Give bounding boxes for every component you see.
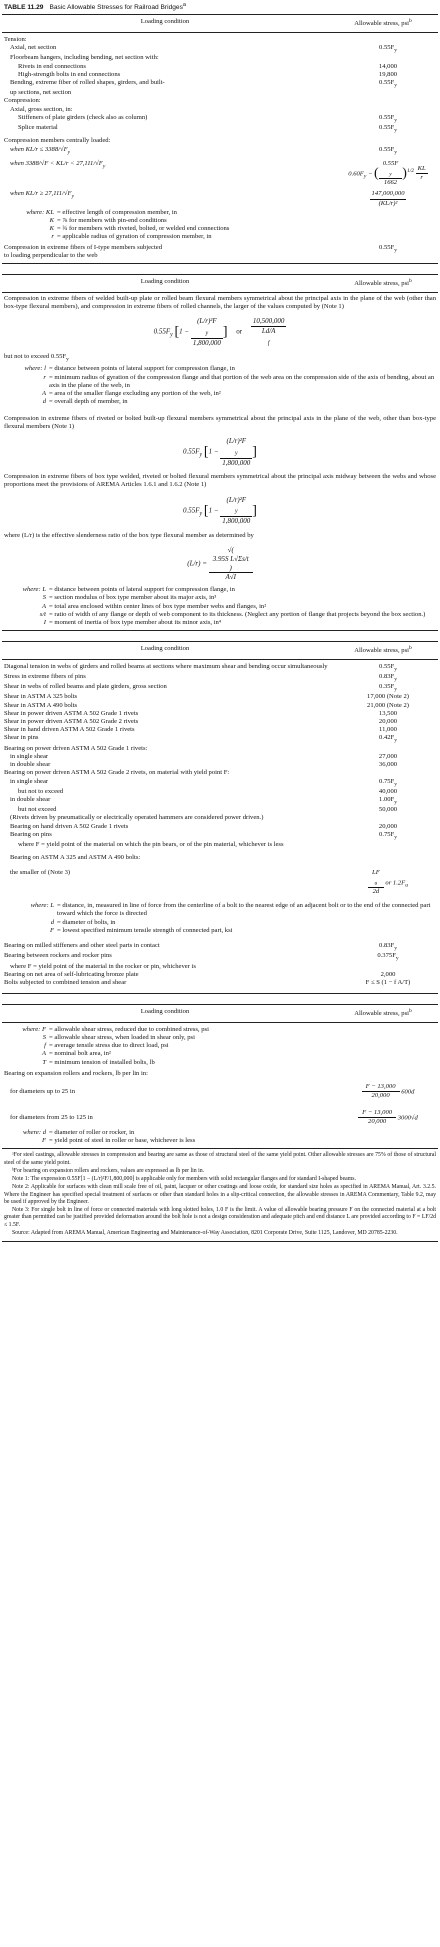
definition-symbol: d xyxy=(50,918,54,926)
definition-item xyxy=(12,927,438,935)
table-row xyxy=(2,710,438,718)
row-condition: Bearing on hand driven A 502 Grade 1 rivets xyxy=(10,822,129,830)
row-condition: Shear in hand driven ASTM A 502 Grade 1 rivets xyxy=(4,726,135,734)
row-value: $0.83F_y$ xyxy=(379,942,397,952)
row-value: 21,000 (Note 2) xyxy=(367,701,409,709)
definition-text: = minimum radius of gyration of the compression flange and that portion of the web area on the compression side of the axis of bending, about an axis in the plane of the web, in xyxy=(49,373,435,389)
table-row xyxy=(2,971,438,979)
definition-item xyxy=(4,1137,438,1145)
definition-symbol: where: F xyxy=(22,1025,46,1033)
definition-symbol: K xyxy=(49,225,54,233)
definitions-5 xyxy=(2,1023,438,1067)
table-row xyxy=(2,734,438,744)
footnote: Note 2: Applicable for surfaces with clean mill scale free of oil, paint, lacquer or other coatings and loose oxide, for standard size holes as specified in AREMA Manual, Art. 3.2.5. Where the Engineer has specified special treatment of surfaces or other than standard holes in a slip-critical connection, the allowable stresses in AREMA Commentary, Table 9.2, may be used if approved by the Engineer. xyxy=(4,1184,436,1205)
definition-item xyxy=(4,594,438,602)
definition-item xyxy=(4,619,438,627)
definition-symbol: S xyxy=(42,594,46,602)
row-condition: Floorbeam hangers, including bending, net section with: xyxy=(10,54,159,62)
definition-item xyxy=(4,1129,438,1137)
table-row xyxy=(2,673,438,683)
definition-item xyxy=(4,1050,438,1058)
definitions-4 xyxy=(2,902,438,935)
diameter-range-2-value: $\frac{F - 13,000}{20,000}$ 3000√d xyxy=(338,1109,438,1126)
row-condition: Shear in power driven ASTM A 502 Grade 1 rivets xyxy=(4,709,139,717)
definition-text: = nominal bolt area, in² xyxy=(49,1050,111,1058)
table-row xyxy=(2,145,438,157)
definition-symbol: s/t xyxy=(39,610,46,618)
row-value: $0.55F_y$ xyxy=(379,44,397,54)
table-row xyxy=(2,97,438,105)
table-row xyxy=(2,124,438,134)
row-condition: where F = yield point of the material in the rocker or pin, whichever is xyxy=(10,962,196,970)
row-value: 13,500 xyxy=(378,709,398,717)
row-value: 2,000 xyxy=(380,970,396,978)
definition-item xyxy=(4,398,438,406)
definition-symbol: where: L xyxy=(22,586,46,594)
definition-symbol: r xyxy=(51,233,54,241)
table-row xyxy=(2,683,438,693)
table-row xyxy=(2,942,438,952)
table-row xyxy=(2,114,438,124)
expansion-rollers-text: Bearing on expansion rollers and rockers, lb per lin in: xyxy=(4,1069,148,1077)
cm3-value: $\frac{147,000,000}{\text{(KL/r)²}}$ xyxy=(371,190,405,207)
table-row xyxy=(2,852,438,862)
row-condition: Stress in extreme fibers of pins xyxy=(4,672,86,680)
row-value: $0.83F_y$ xyxy=(379,672,397,683)
table-row xyxy=(2,788,438,796)
definition-item xyxy=(4,374,438,390)
footnote: ᵇFor bearing on expansion rollers and rockers, values are expressed as lb per lin in. xyxy=(12,1167,205,1174)
table-row xyxy=(2,702,438,710)
definition-text: = area of the smaller flange excluding any portion of the web, in² xyxy=(49,390,221,398)
formula-3: $0.55F_y$ [1 − (L/r)²F $_y$ 1,800,000 ] xyxy=(183,495,257,526)
row-condition: Bearing on milled stiffeners and other steel parts in contact xyxy=(4,942,160,950)
table-row xyxy=(2,761,438,769)
table-row xyxy=(2,963,438,971)
row-condition: in single shear xyxy=(10,777,49,785)
table-header: Loading condition Allowable stress, psi$^b$ xyxy=(2,641,438,659)
row-condition: Shear in webs of rolled beams and plate girders, gross section xyxy=(4,683,167,691)
table-title: Basic Allowable Stresses for Railroad Bridges xyxy=(49,4,183,12)
section-1 xyxy=(2,33,438,137)
table-row xyxy=(2,693,438,701)
row-value: $0.55F_y$ xyxy=(379,124,397,134)
row-value: $0.55F_y$ xyxy=(379,662,397,673)
definition-item xyxy=(12,919,438,927)
row-value: 17,000 (Note 2) xyxy=(367,693,409,701)
table-row xyxy=(2,137,438,145)
definition-symbol: d xyxy=(42,398,46,406)
definition-symbol: where: l xyxy=(24,365,46,373)
table-row xyxy=(2,54,438,62)
definition-text: = ⅞ for members with pin-end conditions xyxy=(57,217,167,225)
definition-symbol: f xyxy=(44,1042,46,1050)
row-condition: Bearing on net area of self-lubricating bronze plate xyxy=(4,970,139,978)
formula-2: $0.55F_y$ [1 − (L/r)²F $_y$ 1,800,000 ] xyxy=(183,437,257,467)
row-value: 20,000 xyxy=(378,822,398,830)
definition-text: = overall depth of member, in xyxy=(49,398,128,406)
header-loading-condition: Loading condition xyxy=(140,18,190,26)
definition-text: = moment of inertia of box type member about its minor axis, in⁴ xyxy=(49,619,222,627)
definition-text: = allowable shear stress, when loaded in shear only, psi xyxy=(49,1033,195,1041)
box-compression-text: Compression in extreme fibers of box type welded, riveted or bolted flexural members symmetrical about the principal axis midway between the webs and whose proportions meet the provisions of AREMA Articles 1.6.1 and 1.6.2 (Note 1) xyxy=(4,473,436,489)
row-condition: Bearing between rockers and rocker pins xyxy=(4,952,112,960)
cm1-condition: when $KL/r \le 3388/√F_y$ xyxy=(10,146,71,156)
row-condition: Bearing on power driven ASTM A 502 Grade 2 rivets, on material with yield point F: xyxy=(4,769,230,777)
row-value: 11,000 xyxy=(379,726,397,734)
definition-item xyxy=(4,1026,438,1034)
table-label: TABLE 11.29 xyxy=(4,4,44,12)
formula-4: (L/r) = √( 3.95S L√Σs/t ) A√I xyxy=(2,542,438,586)
definition-item xyxy=(4,1034,438,1042)
definition-symbol: A xyxy=(41,390,46,398)
row-condition: Compression: xyxy=(4,97,41,105)
section-3 xyxy=(2,660,438,853)
footnote: Note 3: For single bolt in line of force or connected materials with long slotted holes, 1.0 F is the limit. A value of allowable bearing pressure F on the connected material at a bolt greater than permitted can be justified provided deformation around the bolt hole is not a design consideration and adequate pitch and end distance L are provided according to F = LF/2d ≤ 1.5F. xyxy=(4,1207,436,1228)
row-condition: Axial, gross section, in: xyxy=(10,105,73,113)
row-condition: Tension: xyxy=(4,35,27,43)
riveted-compression-text: Compression in extreme fibers of riveted or bolted built-up flexural members symmetrical about the principal axis in the plane of the web, other than box-type flexural members (Note 1) xyxy=(4,414,436,430)
definition-text: = distance, in, measured in line of force from the centerline of a bolt to the nearest edge of an adjacent bolt or to the end of the connected part toward which the force is directed xyxy=(57,902,431,918)
table-row xyxy=(2,44,438,54)
row-condition: Bearing on pins xyxy=(10,830,52,838)
table-row xyxy=(2,979,438,987)
definition-item xyxy=(4,390,438,398)
row-condition: Shear in ASTM A 325 bolts xyxy=(4,693,78,701)
table-row xyxy=(2,841,438,849)
definitions-3 xyxy=(2,586,438,627)
definitions-1 xyxy=(2,209,438,242)
not-exceed-text: but not to exceed $0.55F_y$ xyxy=(4,353,69,363)
row-condition: Bolts subjected to combined tension and shear xyxy=(4,978,127,986)
row-condition: Shear in power driven ASTM A 502 Grade 2 rivets xyxy=(4,717,139,725)
table-row xyxy=(2,831,438,841)
definition-text: = effective length of compression member, in xyxy=(57,208,177,216)
table-row xyxy=(2,769,438,777)
footnote: Note 1: The expression 0.55F[1 − (L/r)²F/1,800,000] is applicable only for members with solid rectangular flanges and for standard I-shaped beams. xyxy=(12,1176,356,1183)
table-row xyxy=(2,1067,438,1078)
cm1-value: $0.55F_y$ xyxy=(379,146,397,156)
definition-text: = total area enclosed within center lines of box type member webs and flanges, in² xyxy=(49,602,267,610)
row-condition: up sections, net section xyxy=(10,89,72,97)
definition-symbol: F xyxy=(49,926,54,934)
row-condition: Shear in ASTM A 490 bolts xyxy=(4,701,78,709)
table-row xyxy=(2,863,438,903)
table-row xyxy=(2,753,438,761)
row-condition: where F = yield point of the material on which the pin bears, or of the pin material, whichever is less xyxy=(18,841,284,849)
title-footnote-marker: a xyxy=(182,2,186,8)
definition-symbol: T xyxy=(42,1058,46,1066)
definitions-6 xyxy=(2,1129,438,1145)
row-condition: in single shear xyxy=(10,752,49,760)
table-row xyxy=(2,189,438,208)
footnote: Source: Adapted from AREMA Manual, American Engineering and Maintenance-of-Way Association, 8201 Corporate Drive, Suite 1125, Landover, MD 20785-2230. xyxy=(12,1229,398,1236)
row-value: 27,000 xyxy=(378,752,398,760)
row-condition: Axial, net section xyxy=(10,44,57,52)
definition-item xyxy=(4,586,438,594)
footnote: ᵃFor steel castings, allowable stresses in compression and bearing are same as those of structural steel of the same yield point. Other allowable stresses are 75% of those of structural steel of the same yield point. xyxy=(4,1152,436,1166)
definition-symbol: I xyxy=(43,619,46,627)
cm-title: Compression members centrally loaded: xyxy=(4,137,111,145)
table-row xyxy=(2,79,438,89)
footnotes xyxy=(2,1149,438,1241)
definitions-2 xyxy=(2,365,438,406)
table-row xyxy=(2,89,438,97)
row-condition: Shear in pins xyxy=(4,734,39,742)
definition-symbol: r xyxy=(43,373,46,381)
definition-text: = allowable shear stress, reduced due to combined stress, psi xyxy=(49,1025,209,1033)
table-row xyxy=(2,158,438,190)
definition-text: = distance between points of lateral support for compression flange, in xyxy=(49,586,235,594)
bolts-bearing-text: Bearing on ASTM A 325 and ASTM A 490 bolts: xyxy=(10,854,141,862)
table-row xyxy=(2,726,438,734)
row-condition: but not exceed xyxy=(18,806,57,814)
definition-symbol: S xyxy=(42,1033,46,1041)
row-condition: High-strength bolts in end connections xyxy=(18,70,121,78)
i-type-compression-text: Compression in extreme fibers of I-type members subjected to loading perpendicular to the web xyxy=(4,243,163,259)
definition-symbol: F xyxy=(41,1137,46,1145)
diameter-range-1: for diameters up to 25 in xyxy=(10,1088,76,1096)
definition-item xyxy=(4,611,438,619)
table-row xyxy=(2,71,438,79)
table-document xyxy=(2,0,438,1242)
table-header: Loading condition Allowable stress, psi$^b$ xyxy=(2,274,438,292)
table-row xyxy=(2,63,438,71)
definition-item xyxy=(4,365,438,373)
formula-1: $0.55F_y$ [1 − (L/r)²F $_y$ 1,800,000 ] or 10,500,000 Ld/A $_f$ xyxy=(153,317,285,347)
table-row xyxy=(2,36,438,44)
definition-text: = ratio of width of any flange or depth of web component to its thickness. (Neglect any portion of flange that projects beyond the box section.) xyxy=(49,610,426,618)
definition-symbol: A xyxy=(41,602,46,610)
table-row xyxy=(2,242,438,260)
i-type-compression-value: $0.55F_y$ xyxy=(379,243,397,254)
row-value: $0.55F_y$ xyxy=(379,113,397,124)
cm2-value: $0.60F_y$ − ( 0.55F $_y$ 1662 )$^{1/2}$ $\frac{KL}{r}$ xyxy=(348,159,426,187)
definition-symbol: where: L xyxy=(30,902,54,910)
table-caption xyxy=(2,0,438,14)
row-value: 20,000 xyxy=(378,717,398,725)
table-row xyxy=(2,1106,438,1129)
definition-text: = minimum tension of installed bolts, lb xyxy=(49,1058,155,1066)
definition-text: = diameter of roller or rocker, in xyxy=(49,1128,135,1136)
table-header: Loading condition Allowable stress, psi$^b$ xyxy=(2,1004,438,1022)
table-header xyxy=(2,14,438,32)
definition-item xyxy=(12,225,438,233)
definition-item xyxy=(12,902,438,918)
header-allowable-stress: Allowable stress, psi$^b$ xyxy=(354,18,412,28)
row-value: 19,800 xyxy=(378,70,398,78)
definition-text: = diameter of bolts, in xyxy=(57,918,116,926)
definition-text: = distance between points of lateral support for compression flange, in xyxy=(49,365,235,373)
table-row xyxy=(2,778,438,788)
row-condition: Stiffeners of plate girders (check also as column) xyxy=(18,113,148,121)
table-row xyxy=(2,1078,438,1105)
definition-text: = lowest specified minimum tensile strength of connected part, ksi xyxy=(57,926,233,934)
table-row xyxy=(2,814,438,822)
definition-text: = average tensile stress due to direct load, psi xyxy=(49,1042,169,1050)
row-condition: but not to exceed xyxy=(18,787,64,795)
section-3b xyxy=(2,939,438,990)
table-row xyxy=(2,106,438,114)
row-value: $0.55F_y$ xyxy=(379,78,397,89)
definition-symbol: K xyxy=(49,217,54,225)
smaller-of-text: the smaller of (Note 3) xyxy=(10,868,71,876)
row-condition: Splice material xyxy=(18,124,58,132)
cm2-condition: when $3388/√F < KL/r < 27,111/√F_y$ xyxy=(10,159,106,169)
row-value: $0.75F_y$ xyxy=(379,777,397,787)
row-condition: in double shear xyxy=(10,796,51,803)
table-row xyxy=(2,663,438,673)
definition-item xyxy=(4,1042,438,1050)
definition-item xyxy=(12,209,438,217)
table-row xyxy=(2,745,438,753)
row-value: 40,000 xyxy=(378,787,398,795)
row-value: $0.75F_y$ xyxy=(379,830,397,841)
row-condition: (Rivets driven by pneumatically or electrically operated hammers are considered power driven.) xyxy=(10,814,264,822)
table-row xyxy=(2,952,438,962)
table-row xyxy=(2,823,438,831)
diameter-range-1-value: $\frac{F - 13,000}{20,000}$ 600d xyxy=(338,1083,438,1100)
definition-text: = ¾ for members with riveted, bolted, or welded end connections xyxy=(57,225,230,233)
row-condition: Bearing on power driven ASTM A 502 Grade 1 rivets: xyxy=(4,744,148,752)
definition-symbol: where: d xyxy=(22,1128,46,1136)
definition-symbol: A xyxy=(41,1050,46,1058)
slenderness-text: where (L/r) is the effective slenderness ratio of the box type flexural member as determined by xyxy=(4,531,254,539)
definition-item xyxy=(12,217,438,225)
definition-text: = section modulus of box type member about its major axis, in³ xyxy=(49,594,217,602)
welded-compression-text: Compression in extreme fibers of welded built-up plate or rolled beam flexural members symmetrical about the principal axis in the plane of the web (other than box-type flexural members), and compression in extreme fibers of rolled channels, the larger of the values computed by (Note 1) xyxy=(4,294,436,310)
definition-text: = yield point of steel in roller or base, whichever is less xyxy=(49,1137,196,1145)
cm3-condition: when $KL/r \ge 27,111/√F_y$ xyxy=(10,190,75,200)
diameter-range-2: for diameters from 25 to 125 in xyxy=(10,1113,93,1121)
table-row xyxy=(2,806,438,814)
row-condition: Diagonal tension in webs of girders and rolled beams at sections where maximum shear and bending occur simultaneously xyxy=(4,662,328,670)
definition-item xyxy=(12,233,438,241)
row-value: 36,000 xyxy=(378,761,398,769)
definition-text: = applicable radius of gyration of compression member, in xyxy=(57,233,212,241)
row-condition: Bending, extreme fiber of rolled shapes, girders, and built- xyxy=(10,78,165,86)
row-value: F ≤ S (1 − f A/T) xyxy=(365,978,411,986)
table-row xyxy=(2,796,438,806)
row-value: $0.35F_y$ xyxy=(379,683,397,693)
row-value: $0.42F_y$ xyxy=(379,734,397,744)
row-value: $1.00F_y$ xyxy=(379,796,397,806)
definition-item xyxy=(4,1059,438,1067)
row-condition: in double shear xyxy=(10,761,51,769)
row-condition: Rivets in end connections xyxy=(18,62,86,70)
table-row xyxy=(2,718,438,726)
row-value: 14,000 xyxy=(378,62,398,70)
definition-symbol: where: KL xyxy=(26,208,54,216)
row-value: $0.375F_y$ xyxy=(377,952,399,962)
row-value: 50,000 xyxy=(378,806,398,814)
smaller-of-value: LF $_u$ 2d or $1.2F_u$ xyxy=(338,869,438,897)
definition-item xyxy=(4,603,438,611)
